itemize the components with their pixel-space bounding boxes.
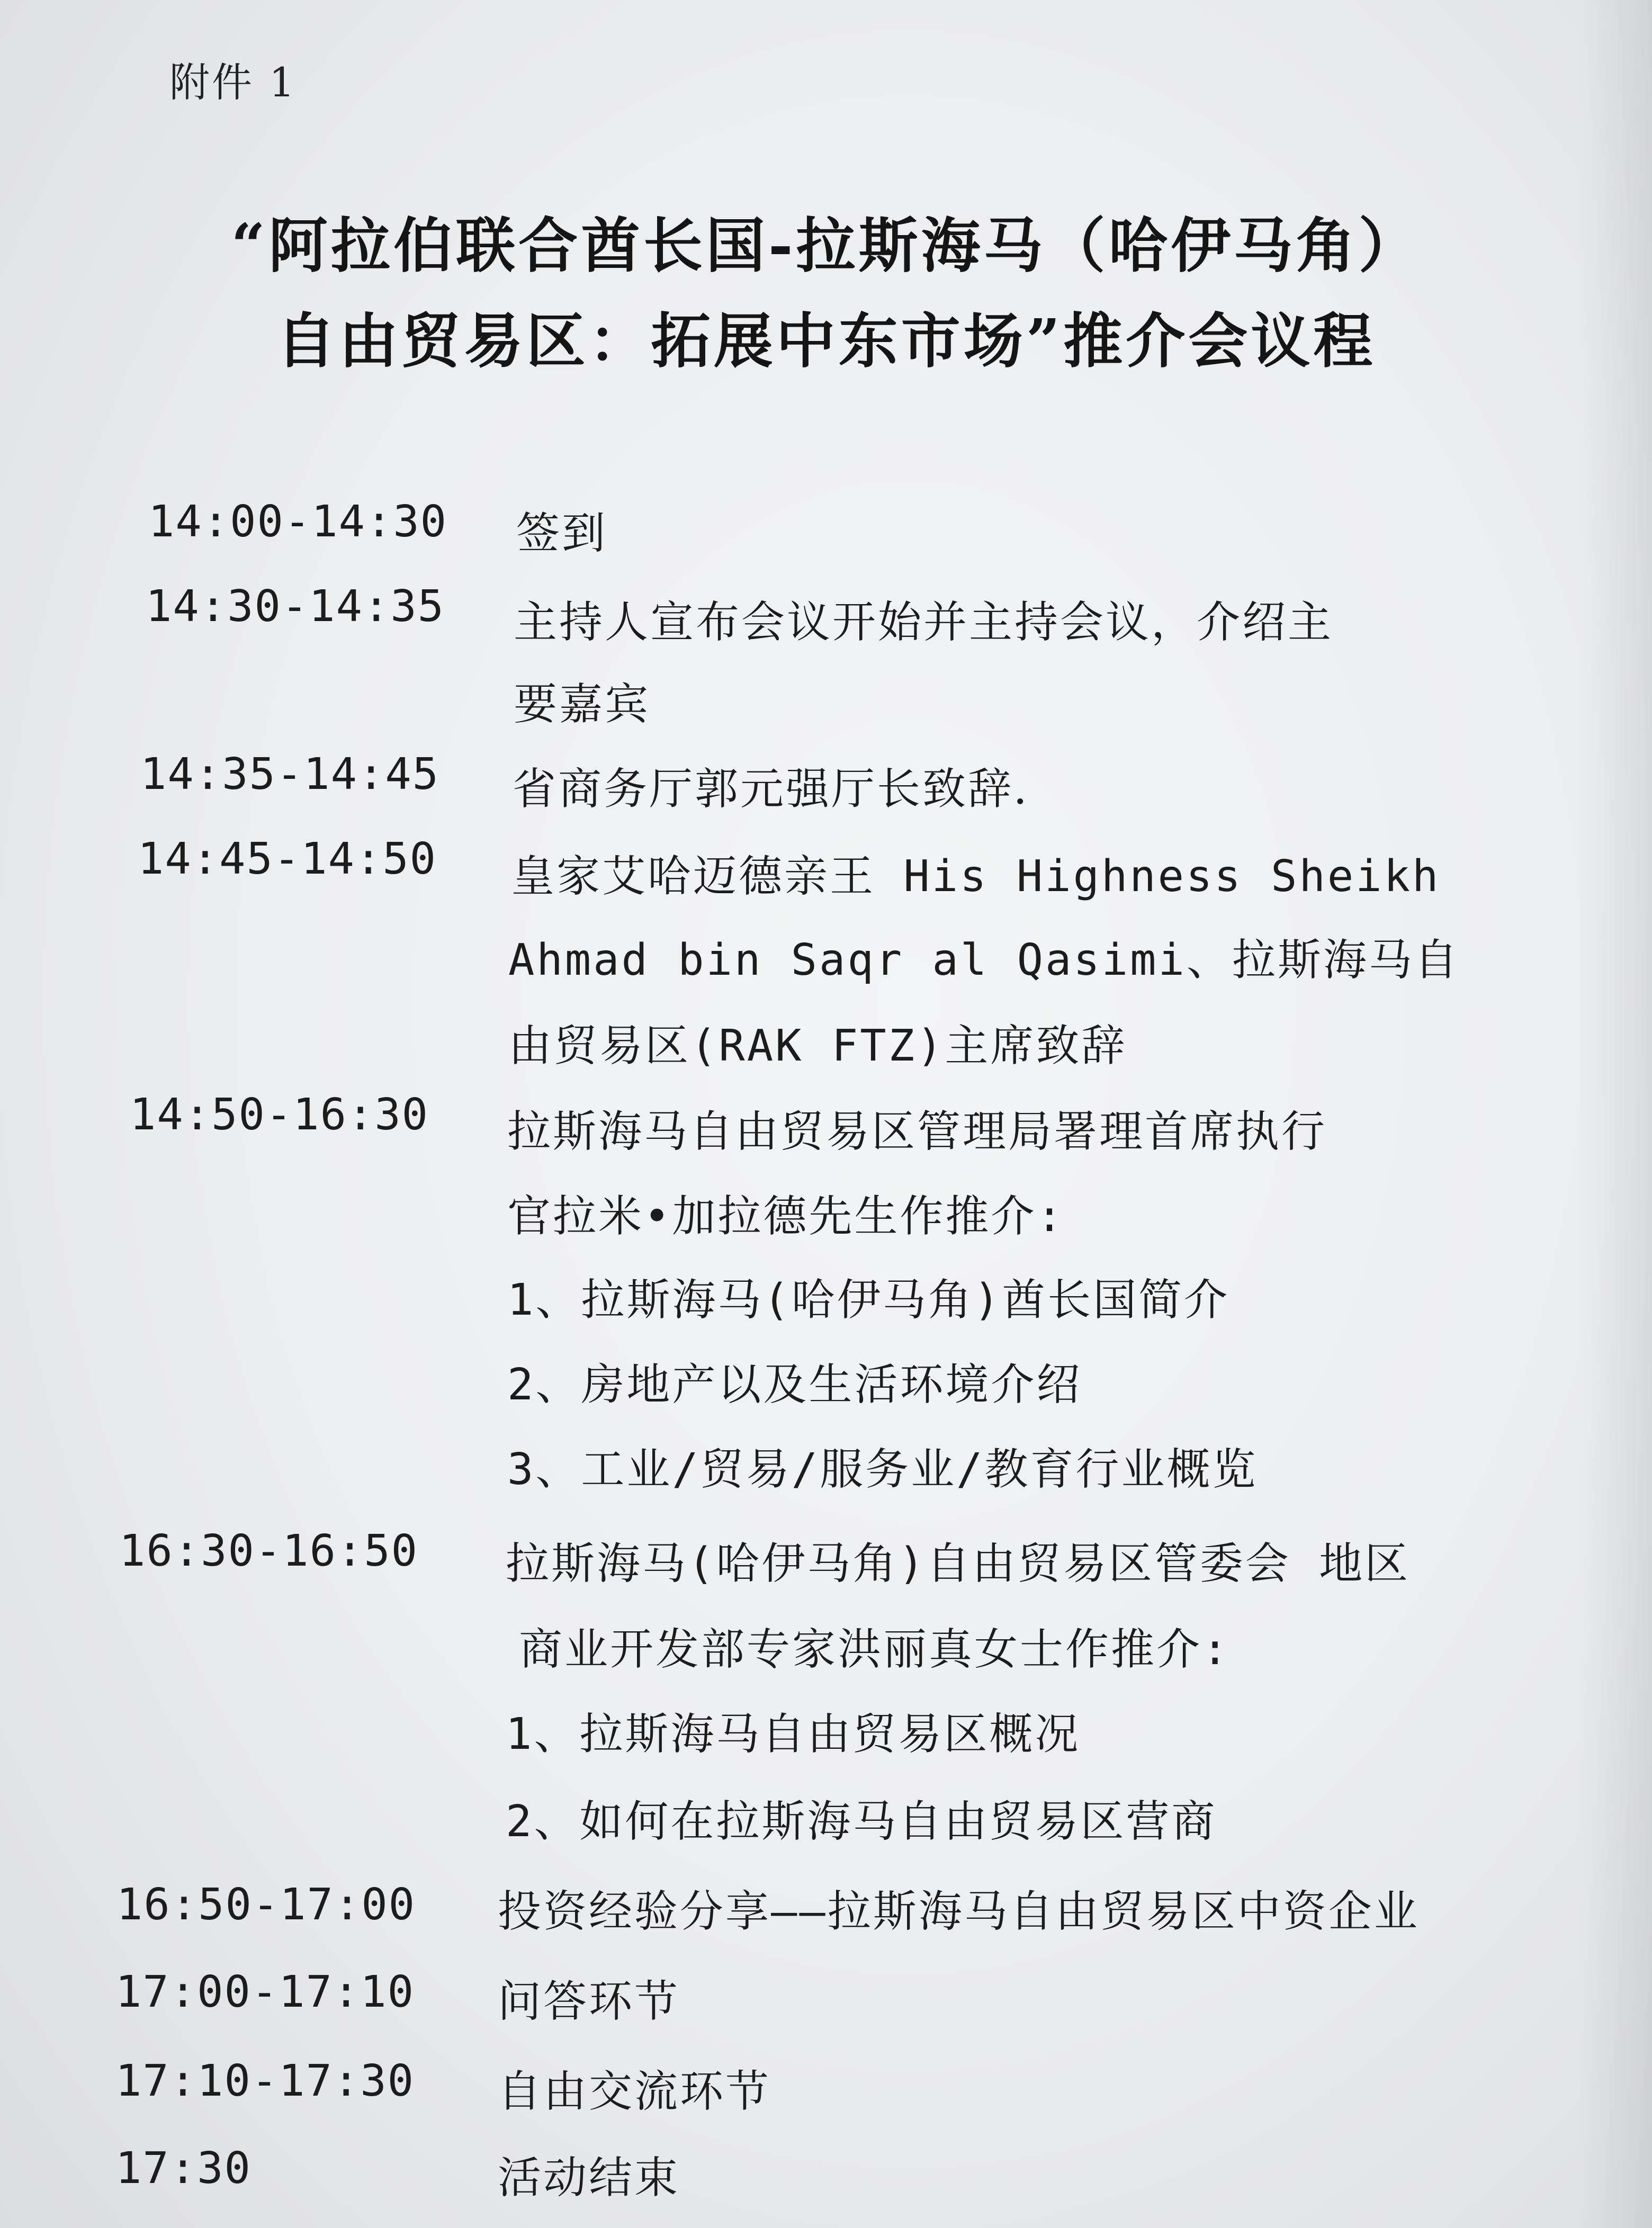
attachment-label: 附件 1 — [169, 59, 297, 106]
agenda-item-text: 2、如何在拉斯海马自由贸易区营商 — [506, 1796, 1217, 1847]
agenda-item-text: Ahmad bin Saqr al Qasimi、拉斯海马自 — [508, 935, 1460, 985]
agenda-time: 14:50-16:30 — [130, 1090, 429, 1140]
agenda-time: 17:10-17:30 — [115, 2056, 415, 2106]
agenda-item-text: 投资经验分享——拉斯海马自由贸易区中资企业 — [498, 1886, 1420, 1937]
agenda-time: 17:30 — [115, 2143, 252, 2194]
agenda-time: 14:30-14:35 — [146, 581, 445, 632]
agenda-time: 16:30-16:50 — [119, 1526, 419, 1576]
agenda-item-text: 拉斯海马(哈伊马角)自由贸易区管委会 地区 — [506, 1539, 1411, 1589]
agenda-item-text: 1、拉斯海马(哈伊马角)酋长国简介 — [507, 1275, 1230, 1325]
agenda-item-text: 签到 — [516, 508, 608, 559]
agenda-item-text: 官拉米•加拉德先生作推介: — [507, 1191, 1065, 1242]
agenda-item-text: 活动结束 — [498, 2153, 680, 2203]
agenda-item-text: 主持人宣布会议开始并主持会议，介绍主 — [514, 597, 1334, 648]
agenda-item-text: 商业开发部专家洪丽真女士作推介: — [519, 1624, 1231, 1675]
agenda-item-text: 问答环节 — [498, 1977, 680, 2027]
agenda-time: 16:50-17:00 — [116, 1880, 416, 1930]
title-line-1: “阿拉伯联合酋长国-拉斯海马（哈伊马角） — [231, 211, 1421, 281]
agenda-time: 17:00-17:10 — [115, 1967, 415, 2017]
agenda-item-text: 由贸易区(RAK FTZ)主席致辞 — [508, 1021, 1127, 1071]
agenda-item-text: 2、房地产以及生活环境介绍 — [507, 1360, 1082, 1410]
agenda-item-text: 省商务厅郭元强厅长致辞． — [513, 764, 1060, 814]
agenda-time: 14:00-14:30 — [148, 497, 448, 547]
agenda-item-text: 3、工业/贸易/服务业/教育行业概览 — [507, 1444, 1258, 1495]
agenda-item-text: 自由交流环节 — [498, 2067, 771, 2117]
agenda-item-text: 1、拉斯海马自由贸易区概况 — [506, 1709, 1081, 1759]
agenda-item-text: 要嘉宾 — [514, 679, 651, 730]
title-line-2: 自由贸易区：拓展中东市场”推介会议程 — [276, 307, 1376, 376]
agenda-item-text: 拉斯海马自由贸易区管理局署理首席执行 — [507, 1107, 1327, 1157]
agenda-time: 14:45-14:50 — [138, 834, 437, 884]
agenda-time: 14:35-14:45 — [140, 749, 440, 799]
agenda-item-text: 皇家艾哈迈德亲王 His Highness Sheikh — [511, 851, 1441, 902]
